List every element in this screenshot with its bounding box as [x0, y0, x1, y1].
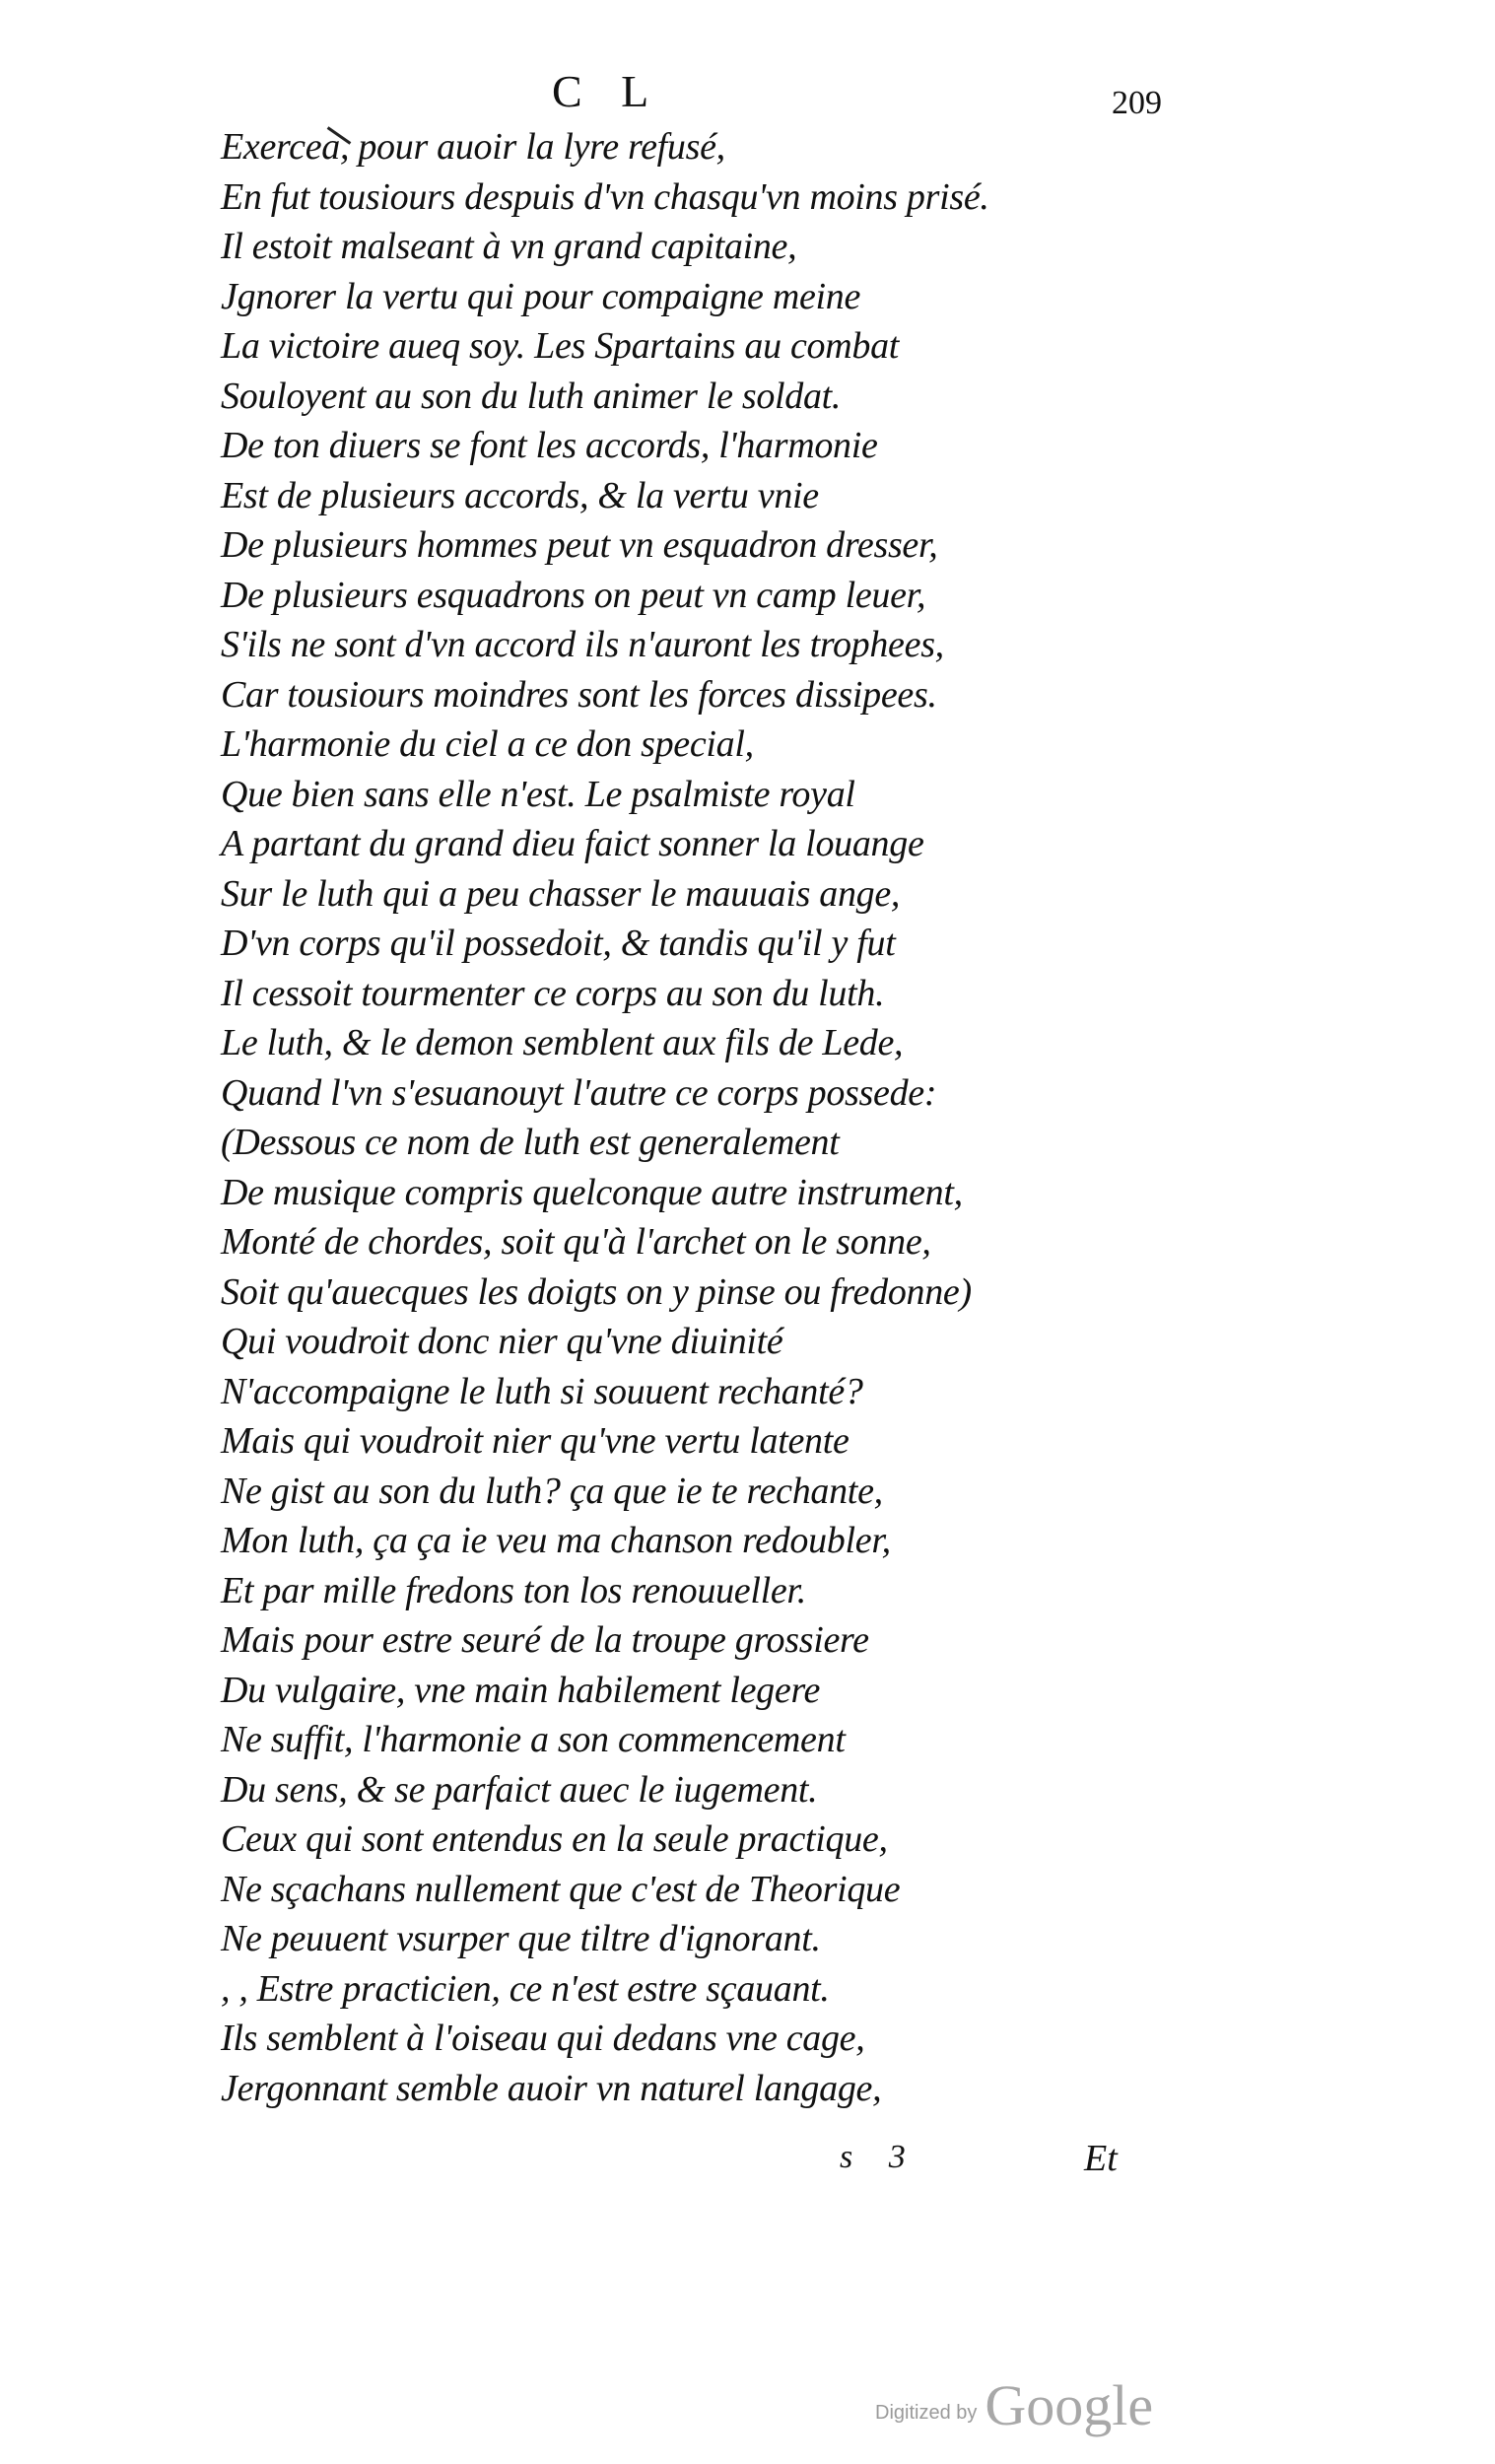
- verse-line: Ils semblent à l'oiseau qui dedans vne cage,: [221, 2018, 865, 2059]
- verse-line: Le luth, & le demon semblent aux fils de Lede,: [221, 1022, 904, 1063]
- verse-line: L'harmonie du ciel a ce don special,: [221, 723, 754, 765]
- verse-line: Que bien sans elle n'est. Le psalmiste royal: [221, 773, 855, 815]
- verse-line: , , Estre practicien, ce n'est estre sçauant.: [221, 1967, 830, 2010]
- verse-line: Du sens, & se parfaict auec le iugement.: [221, 1768, 818, 1811]
- verse-line: Exercea, pour auoir la lyre refusé,: [221, 126, 725, 168]
- catchword: Et: [1084, 2138, 1118, 2179]
- verse-line: Ne suffit, l'harmonie a son commencement: [221, 1719, 846, 1760]
- verse-line: Il cessoit tourmenter ce corps au son du luth.: [221, 972, 885, 1014]
- verse-line: Et par mille fredons ton los renouueller.: [221, 1569, 806, 1611]
- verse-line: Mais qui voudroit nier qu'vne vertu latente: [221, 1420, 849, 1462]
- verse-line: N'accompaigne le luth si souuent rechanté?: [221, 1370, 863, 1412]
- digitized-label: Digitized by: [875, 2402, 978, 2424]
- running-head: C L: [552, 66, 663, 116]
- verse-line: Monté de chordes, soit qu'à l'archet on le sonne,: [221, 1221, 931, 1263]
- verse-line: De ton diuers se font les accords, l'harmonie: [221, 425, 878, 466]
- verse-line: Soit qu'auecques les doigts on y pinse ou fredonne): [221, 1270, 972, 1313]
- verse-line: Sur le luth qui a peu chasser le mauuais ange,: [221, 872, 901, 915]
- verse-line: De plusieurs esquadrons on peut vn camp leuer,: [221, 574, 926, 616]
- digitized-watermark: [875, 2365, 1154, 2437]
- page-header: [0, 65, 1495, 124]
- verse-line: Est de plusieurs accords, & la vertu vnie: [221, 474, 819, 516]
- verse-line: Ne gist au son du luth? ça que ie te rechante,: [221, 1470, 883, 1512]
- verse-line: Car tousiours moindres sont les forces dissipees.: [221, 673, 937, 716]
- verse-line: Souloyent au son du luth animer le soldat.: [221, 375, 842, 417]
- verse-line: D'vn corps qu'il possedoit, & tandis qu'il y fut: [221, 923, 896, 964]
- signature-mark: s 3: [840, 2139, 919, 2175]
- verse-line: La victoire aueq soy. Les Spartains au combat: [221, 325, 900, 367]
- verse-line: Quand l'vn s'esuanouyt l'autre ce corps possede:: [221, 1071, 937, 1114]
- verse-line: Ne peuuent vsurper que tiltre d'ignorant.: [221, 1918, 821, 1959]
- verse-line: Jgnorer la vertu qui pour compaigne meine: [221, 275, 861, 317]
- page-number: 209: [1112, 85, 1162, 121]
- page-footer: [0, 2139, 1495, 2208]
- verse-line: Jergonnant semble auoir vn naturel langage,: [221, 2067, 882, 2109]
- verse-line: Ne sçachans nullement que c'est de Theorique: [221, 1868, 901, 1910]
- verse-line: En fut tousiours despuis d'vn chasqu'vn moins prisé.: [221, 175, 989, 218]
- verse-line: Qui voudroit donc nier qu'vne diuinité: [221, 1321, 783, 1362]
- verse-line: A partant du grand dieu faict sonner la louange: [221, 823, 924, 864]
- verse-line: De musique compris quelconque autre instrument,: [221, 1171, 963, 1213]
- google-logo: Google: [985, 2373, 1154, 2437]
- verse-line: De plusieurs hommes peut vn esquadron dresser,: [221, 524, 938, 566]
- poem-text: [221, 122, 1108, 2113]
- verse-line: S'ils ne sont d'vn accord ils n'auront les trophees,: [221, 624, 944, 665]
- verse-line: Mon luth, ça ça ie veu ma chanson redoubler,: [221, 1520, 891, 1561]
- verse-line: Mais pour estre seuré de la troupe grossiere: [221, 1619, 869, 1661]
- verse-line: Du vulgaire, vne main habilement legere: [221, 1669, 821, 1711]
- verse-line: Il estoit malseant à vn grand capitaine,: [221, 226, 797, 267]
- verse-line: (Dessous ce nom de luth est generalement: [221, 1122, 840, 1163]
- verse-line: Ceux qui sont entendus en la seule practique,: [221, 1818, 888, 1860]
